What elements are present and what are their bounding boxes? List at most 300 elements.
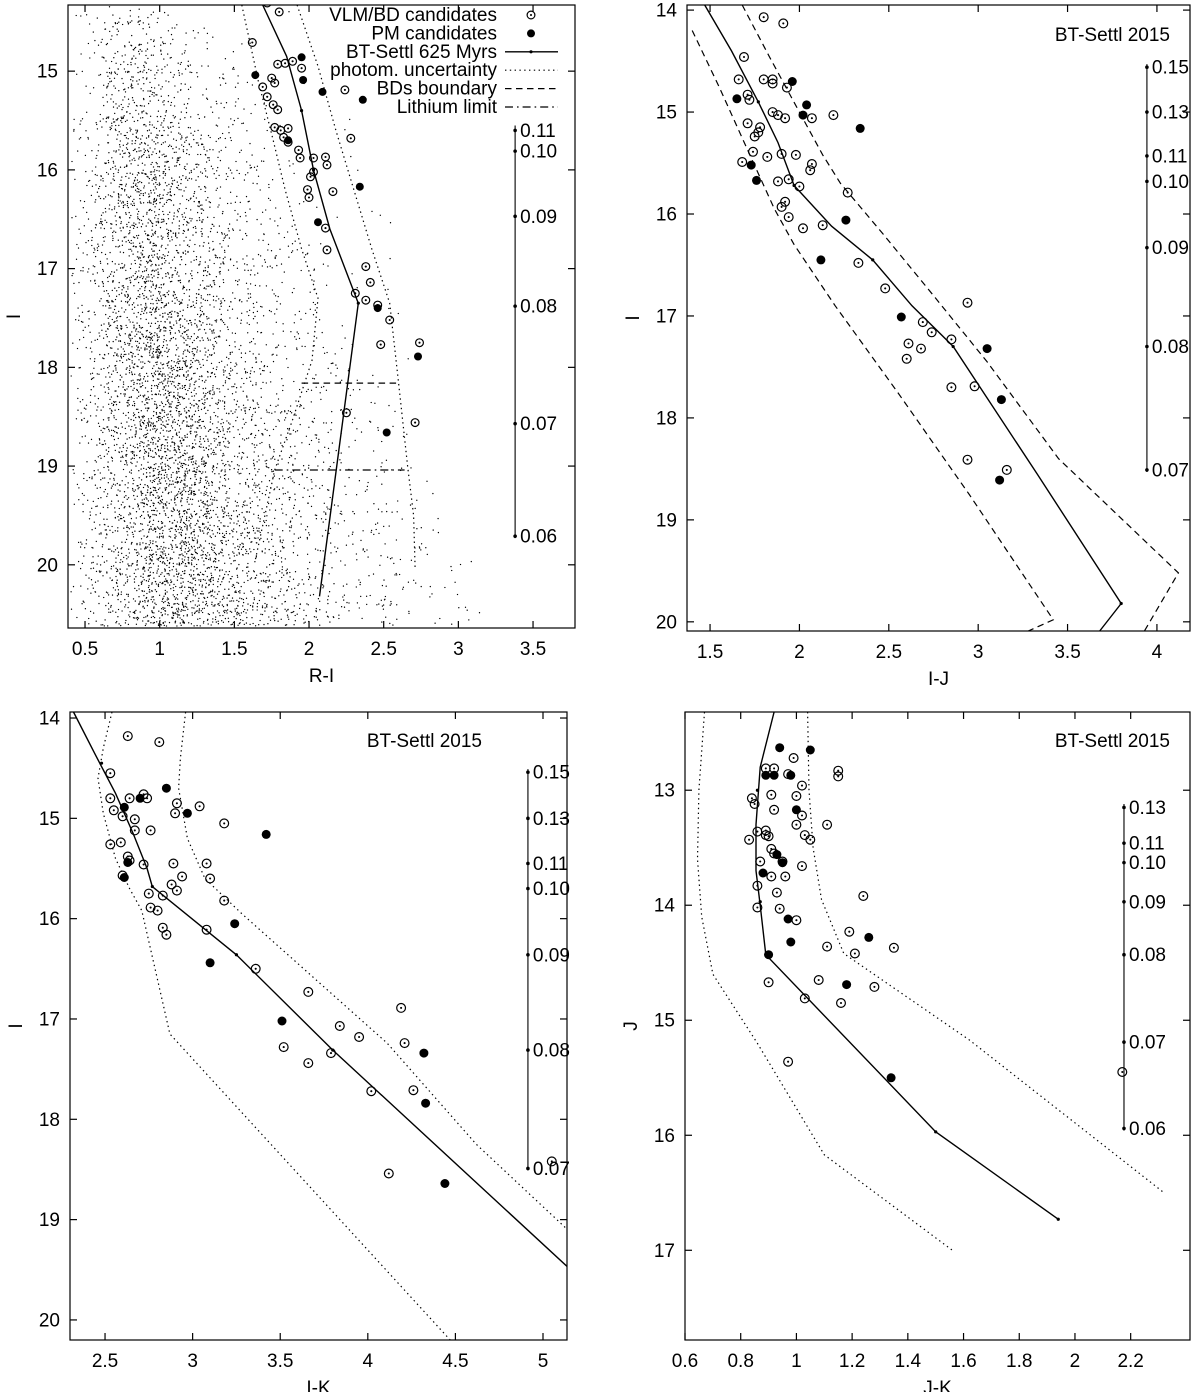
vlm-bd-candidate-dot: [283, 136, 285, 138]
isochrone-grid-dot: [235, 953, 238, 956]
panel-title: BT-Settl 2015: [1054, 25, 1170, 46]
vlm-bd-candidate-dot: [181, 875, 183, 877]
pm-candidate-point: [983, 344, 992, 353]
pm-candidate-point: [136, 794, 145, 803]
mass-scale-tick: [1145, 468, 1149, 472]
vlm-bd-candidate-dot: [129, 797, 131, 799]
vlm-bd-candidate-dot: [837, 775, 839, 777]
mass-scale-tick: [526, 887, 530, 891]
y-tick-label: 19: [38, 1210, 60, 1232]
vlm-bd-candidate-dot: [795, 824, 797, 826]
pm-candidate-point: [864, 933, 873, 942]
y-axis-label: I: [623, 315, 644, 321]
vlm-bd-candidate-dot: [162, 927, 164, 929]
vlm-bd-candidate-dot: [906, 358, 908, 360]
mass-scale-tick: [526, 1167, 530, 1171]
solid-line-dot-icon: [529, 50, 532, 53]
vlm-bd-candidate-dot: [950, 386, 952, 388]
filled-circle-icon: [527, 29, 535, 37]
mass-scale-tick: [526, 770, 530, 774]
mass-scale-tick: [513, 304, 517, 308]
pm-candidate-point: [887, 1073, 896, 1082]
legend-label: VLM/BD candidates: [329, 5, 497, 26]
mass-scale-tick: [513, 129, 517, 133]
pm-candidate-point: [383, 429, 391, 437]
vlm-bd-candidate-dot: [255, 968, 257, 970]
vlm-bd-candidate-dot: [199, 805, 201, 807]
vlm-bd-candidate-dot: [266, 2, 268, 4]
boundary-right-line: [742, 5, 1178, 631]
mass-scale-label: 0.08: [532, 1040, 570, 1062]
pm-candidate-point: [419, 1049, 428, 1058]
vlm-bd-candidates: [734, 13, 1011, 475]
mass-scale-tick: [1122, 841, 1126, 845]
vlm-bd-candidate-dot: [127, 735, 129, 737]
legend-label: BDs boundary: [376, 78, 497, 100]
vlm-bd-candidate-dot: [788, 216, 790, 218]
isochrone-grid-dot: [757, 100, 760, 103]
mass-scale-tick: [1122, 1127, 1126, 1131]
vlm-bd-candidate-dot: [148, 893, 150, 895]
vlm-bd-candidate-dot: [150, 907, 152, 909]
mass-scale-label: 0.13: [1151, 102, 1189, 124]
x-tick-label: 3: [972, 642, 984, 663]
vlm-bd-candidate-dot: [804, 834, 806, 836]
pm-candidate-point: [230, 919, 239, 928]
x-tick-label: 1: [154, 639, 165, 660]
mass-scale-label: 0.08: [1151, 337, 1189, 359]
mass-scale-tick: [1122, 861, 1126, 865]
mass-scale-tick: [1145, 154, 1149, 158]
vlm-bd-candidate-dot: [120, 841, 122, 843]
vlm-bd-candidate-dot: [772, 82, 774, 84]
vlm-bd-candidate-dot: [109, 797, 111, 799]
x-axis-label: R-I: [308, 666, 335, 687]
vlm-bd-candidate-dot: [277, 109, 279, 111]
vlm-bd-candidate-dot: [818, 979, 820, 981]
pm-candidate-point: [251, 71, 259, 79]
vlm-bd-candidate-dot: [795, 154, 797, 156]
vlm-bd-candidate-dot: [365, 266, 367, 268]
vlm-bd-candidate-dot: [150, 829, 152, 831]
pm-candidate-point: [374, 304, 382, 312]
mass-scale-tick: [1145, 246, 1149, 250]
isochrone-grid-dot: [357, 302, 360, 305]
x-tick-label: 0.5: [71, 639, 99, 660]
vlm-bd-candidate-dot: [143, 863, 145, 865]
panel-title: BT-Settl 2015: [366, 731, 482, 752]
mass-scale-label: 0.09: [532, 945, 570, 967]
vlm-bd-candidate-dot: [122, 815, 124, 817]
pm-candidate-point: [298, 53, 306, 61]
vlm-bd-candidate-dot: [950, 338, 952, 340]
pm-candidate-point: [792, 805, 801, 814]
mass-scale-label: 0.06: [520, 526, 558, 548]
vlm-bd-candidate-dot: [400, 1007, 402, 1009]
pm-candidate-point: [995, 476, 1004, 485]
panel-i-vs-ij: [623, 1, 1190, 690]
y-tick-label: 18: [36, 357, 58, 379]
uncertainty-left-line: [698, 712, 953, 1250]
plot-area: [698, 712, 1165, 1250]
mass-scale-label: 0.15: [532, 762, 570, 784]
mass-scale-tick: [1145, 65, 1149, 69]
vlm-bd-candidate-dot: [756, 831, 758, 833]
vlm-bd-candidate-dot: [966, 459, 968, 461]
pm-candidate-point: [799, 111, 808, 120]
vlm-bd-candidate-dot: [862, 895, 864, 897]
vlm-bd-candidate-dot: [884, 287, 886, 289]
y-tick-label: 15: [653, 1010, 675, 1032]
vlm-bd-candidates: [106, 732, 556, 1178]
vlm-bd-candidate-dot: [786, 87, 788, 89]
plot-frame: [685, 712, 1190, 1340]
mass-scale-tick: [513, 422, 517, 426]
y-tick-label: 14: [655, 0, 677, 22]
vlm-bd-candidate-dot: [324, 227, 326, 229]
vlm-bd-candidate-dot: [134, 829, 136, 831]
vlm-bd-candidate-dot: [330, 1052, 332, 1054]
vlm-bd-candidate-dot: [763, 78, 765, 80]
x-tick-label: 1.2: [838, 1351, 866, 1372]
mass-scale-tick: [526, 1048, 530, 1052]
x-tick-label: 4: [362, 1351, 374, 1372]
vlm-bd-candidate-dot: [113, 809, 115, 811]
pm-candidates: [120, 784, 450, 1188]
mass-scale-label: 0.11: [1128, 833, 1165, 855]
vlm-bd-candidate-dot: [309, 176, 311, 178]
x-tick-label: 2.5: [370, 639, 397, 660]
x-tick-label: 0.8: [727, 1351, 754, 1372]
x-tick-label: 3: [453, 639, 464, 660]
isochrone-grid-dot: [1120, 602, 1123, 605]
vlm-bd-candidate-dot: [301, 67, 303, 69]
vlm-bd-candidate-dot: [756, 906, 758, 908]
vlm-bd-candidate-dot: [172, 862, 174, 864]
x-tick-label: 2: [794, 642, 805, 663]
y-tick-label: 14: [653, 895, 675, 917]
vlm-bd-candidate-dot: [743, 56, 745, 58]
pm-candidate-point: [788, 77, 797, 86]
vlm-bd-candidate-dot: [404, 1042, 406, 1044]
isochrone-grid-dot: [952, 345, 955, 348]
vlm-bd-candidate-dot: [802, 227, 804, 229]
vlm-bd-candidate-dot: [306, 189, 308, 191]
vlm-bd-candidate-dot: [770, 794, 772, 796]
mass-scale-tick: [1145, 180, 1149, 184]
pm-candidate-point: [732, 94, 741, 103]
mass-scale-label: 0.10: [532, 879, 570, 901]
vlm-bd-candidate-dot: [109, 843, 111, 845]
isochrone-grid-dot: [934, 1130, 937, 1133]
vlm-bd-candidate-dot: [798, 185, 800, 187]
panel-i-vs-ik: [6, 709, 570, 1392]
pm-candidate-point: [440, 1179, 449, 1188]
mass-scale-label: 0.06: [1128, 1118, 1166, 1140]
vlm-bd-candidate-dot: [162, 895, 164, 897]
x-tick-label: 5: [537, 1351, 549, 1372]
pm-candidate-point: [786, 938, 795, 947]
pm-candidate-point: [761, 771, 770, 780]
pm-candidate-point: [764, 950, 773, 959]
bt-settl-isochrone-line: [705, 5, 1121, 631]
vlm-bd-candidate-dot: [809, 169, 811, 171]
vlm-bd-candidate-dot: [272, 104, 274, 106]
mass-scale-tick: [1122, 806, 1126, 810]
mass-scale-tick: [513, 534, 517, 538]
x-tick-label: 4.5: [442, 1351, 469, 1372]
vlm-bd-candidate-dot: [274, 126, 276, 128]
vlm-bd-candidate-dot: [768, 981, 770, 983]
x-tick-label: 1.4: [894, 1351, 922, 1372]
vlm-bd-candidate-dot: [759, 860, 761, 862]
mass-scale-tick: [526, 817, 530, 821]
mass-scale-label: 0.11: [532, 853, 569, 875]
pm-candidate-point: [842, 980, 851, 989]
vlm-bd-candidate-dot: [274, 82, 276, 84]
x-tick-label: 2.5: [91, 1351, 119, 1372]
vlm-bd-candidate-dot: [854, 952, 856, 954]
mass-scale-tick: [1122, 953, 1126, 957]
y-tick-label: 20: [36, 555, 58, 577]
y-tick-label: 15: [38, 808, 60, 830]
vlm-bd-candidate-dot: [358, 1036, 360, 1038]
vlm-bd-candidate-dot: [751, 797, 753, 799]
mass-scale-tick: [1122, 1040, 1126, 1044]
x-tick-label: 4: [1151, 642, 1163, 663]
vlm-bd-candidate-dot: [365, 299, 367, 301]
vlm-bd-candidate-dot: [418, 342, 420, 344]
vlm-bd-candidate-dot: [782, 22, 784, 24]
x-axis-label: J-K: [923, 1378, 952, 1392]
pm-candidate-point: [784, 915, 793, 924]
vlm-bd-candidate-dot: [287, 127, 289, 129]
vlm-bd-candidate-point: [263, 0, 271, 7]
vlm-bd-candidate-dot: [907, 342, 909, 344]
pm-candidate-point: [778, 858, 787, 867]
pm-candidate-point: [786, 771, 795, 780]
vlm-bd-candidate-dot: [251, 41, 253, 43]
bt-settl-isochrone-line: [756, 712, 1058, 1219]
pm-candidate-point: [775, 743, 784, 752]
axes: [654, 712, 1190, 1372]
vlm-bd-candidate-dot: [412, 1089, 414, 1091]
vlm-bd-candidate-dot: [171, 883, 173, 885]
pm-candidate-point: [299, 76, 307, 84]
vlm-bd-candidate-dot: [922, 321, 924, 323]
mass-scale-label: 0.10: [1128, 853, 1166, 875]
mass-scale-label: 0.11: [520, 120, 556, 142]
vlm-bd-candidate-dot: [206, 862, 208, 864]
mass-scale-tick: [526, 953, 530, 957]
mass-scale-label: 0.13: [532, 808, 570, 830]
vlm-bd-candidate-dot: [174, 812, 176, 814]
pm-candidate-point: [314, 218, 322, 226]
mass-scale-label: 0.09: [1151, 238, 1189, 260]
y-axis-label: I: [4, 313, 25, 320]
x-tick-label: 1.8: [1006, 1351, 1033, 1372]
x-tick-label: 2: [1069, 1351, 1081, 1372]
vlm-bd-candidate-dot: [893, 947, 895, 949]
y-tick-label: 15: [36, 61, 58, 83]
vlm-bd-candidate-dot: [312, 157, 314, 159]
pm-candidate-point: [816, 255, 825, 264]
pm-candidate-point: [752, 176, 761, 185]
y-tick-label: 16: [38, 909, 60, 931]
vlm-bd-candidate-dot: [857, 262, 859, 264]
open-circle-dot-icon: [530, 14, 532, 16]
mass-scale-label: 0.13: [1128, 797, 1166, 819]
vlm-bd-candidate-dot: [223, 822, 225, 824]
vlm-bd-candidate-dot: [784, 117, 786, 119]
uncertainty-right-line: [808, 712, 1165, 1193]
y-tick-label: 16: [655, 204, 677, 226]
vlm-bd-candidate-dot: [832, 114, 834, 116]
isochrone-grid-dot: [756, 789, 759, 792]
vlm-bd-candidate-dot: [370, 1090, 372, 1092]
vlm-bd-candidate-dot: [326, 164, 328, 166]
x-axis-label: I-J: [927, 669, 950, 690]
mass-scale-label: 0.07: [1151, 460, 1189, 482]
vlm-bd-candidate-dot: [822, 224, 824, 226]
pm-candidates: [732, 77, 1006, 485]
vlm-bd-candidate-dot: [787, 1061, 789, 1063]
pm-candidate-point: [841, 216, 850, 225]
panel-j-vs-jk: [621, 712, 1190, 1392]
vlm-bd-candidate-dot: [847, 192, 849, 194]
vlm-bd-candidate-dot: [350, 137, 352, 139]
vlm-bd-candidate-dot: [748, 839, 750, 841]
vlm-bd-candidate-dot: [299, 157, 301, 159]
vlm-bd-candidate-dot: [840, 1002, 842, 1004]
vlm-bd-candidate-dot: [763, 16, 765, 18]
vlm-bd-candidate-dot: [388, 1172, 390, 1174]
plot-area: [74, 712, 568, 1340]
legend-label: Lithium limit: [396, 97, 497, 118]
x-axis-label: I-K: [306, 1378, 331, 1392]
vlm-bd-candidate-dot: [298, 149, 300, 151]
vlm-bd-candidate-dot: [931, 331, 933, 333]
mass-scale-label: 0.10: [1151, 171, 1189, 193]
vlm-bd-candidate-dot: [223, 900, 225, 902]
pm-candidate-point: [747, 161, 756, 170]
vlm-bd-candidate-dot: [809, 839, 811, 841]
mass-scale-label: 0.10: [520, 141, 558, 163]
y-tick-label: 20: [655, 612, 677, 634]
y-tick-label: 18: [655, 408, 677, 430]
y-axis-label: I: [6, 1023, 27, 1029]
pm-candidate-point: [356, 183, 364, 191]
mass-scale-label: 0.07: [1128, 1032, 1166, 1054]
vlm-bd-candidate-dot: [781, 206, 783, 208]
vlm-bd-candidate-dot: [1006, 469, 1008, 471]
vlm-bd-candidate-dot: [795, 919, 797, 921]
vlm-bd-candidate-dot: [826, 824, 828, 826]
x-tick-label: 1: [791, 1351, 802, 1372]
mass-scale-label: 0.09: [1128, 892, 1166, 914]
x-tick-label: 0.6: [671, 1351, 699, 1372]
boundary-left-line: [692, 31, 1053, 632]
vlm-bd-candidate-dot: [811, 117, 813, 119]
pm-candidate-point: [120, 873, 129, 882]
mass-scale-tick: [513, 149, 517, 153]
y-tick-label: 17: [36, 259, 58, 281]
vlm-bd-candidate-dot: [344, 89, 346, 91]
x-tick-label: 3: [187, 1351, 198, 1372]
vlm-bd-candidate-dot: [756, 885, 758, 887]
pm-candidate-point: [759, 869, 768, 878]
pm-candidate-point: [319, 88, 327, 96]
y-axis-label: J: [621, 1021, 642, 1031]
vlm-bd-candidate-dot: [280, 129, 282, 131]
y-tick-label: 17: [653, 1240, 675, 1262]
vlm-bd-candidate-dot: [741, 161, 743, 163]
vlm-bd-candidate-dot: [332, 191, 334, 193]
y-tick-label: 19: [655, 510, 677, 532]
y-tick-label: 18: [38, 1109, 60, 1131]
mass-scale: [526, 763, 570, 1180]
vlm-bd-candidate-dot: [134, 818, 136, 820]
mass-scale-tick: [1145, 345, 1149, 349]
vlm-bd-candidate-dot: [262, 86, 264, 88]
pm-candidate-point: [162, 784, 171, 793]
pm-candidate-point: [997, 395, 1006, 404]
plot-frame: [687, 5, 1190, 631]
vlm-bd-candidate-dot: [176, 802, 178, 804]
vlm-bd-candidate-dot: [339, 1025, 341, 1027]
mass-scale-label: 0.07: [532, 1158, 570, 1180]
x-tick-label: 1.5: [696, 642, 724, 663]
vlm-bd-candidate-dot: [804, 997, 806, 999]
mass-scale: [1122, 798, 1166, 1140]
vlm-bd-candidate-dot: [848, 931, 850, 933]
vlm-bd-candidate-dot: [176, 890, 178, 892]
mass-scale-tick: [513, 214, 517, 218]
vlm-bd-candidate-dot: [754, 803, 756, 805]
legend-label: PM candidates: [371, 23, 497, 45]
pm-candidate-point: [278, 1017, 287, 1026]
y-tick-label: 16: [653, 1125, 675, 1147]
vlm-bd-candidate-dot: [283, 1046, 285, 1048]
mass-scale-label: 0.11: [1151, 146, 1188, 168]
vlm-bd-candidate-dot: [738, 78, 740, 80]
vlm-bd-candidate-dot: [1121, 1071, 1123, 1073]
pm-candidate-point: [770, 771, 779, 780]
x-tick-label: 1.5: [221, 639, 248, 660]
mass-scale-tick: [526, 862, 530, 866]
vlm-bd-candidate-dot: [873, 986, 875, 988]
x-tick-label: 3.5: [1054, 642, 1081, 663]
vlm-bd-candidate-dot: [776, 892, 778, 894]
pm-candidate-point: [284, 136, 292, 144]
pm-candidate-point: [414, 353, 422, 361]
vlm-bd-candidate-dot: [801, 785, 803, 787]
vlm-bd-candidate-dot: [354, 292, 356, 294]
pm-candidate-point: [806, 746, 815, 755]
uncertainty-right-line: [179, 712, 568, 1230]
y-tick-label: 14: [38, 708, 60, 730]
vlm-bd-candidate-dot: [747, 122, 749, 124]
vlm-bd-candidate-dot: [801, 865, 803, 867]
vlm-bd-candidate-dot: [773, 767, 775, 769]
pm-candidate-point: [856, 124, 865, 133]
mass-scale-label: 0.08: [520, 296, 558, 318]
mass-scale-label: 0.08: [1128, 945, 1166, 967]
vlm-bd-candidate-dot: [380, 344, 382, 346]
x-tick-label: 3.5: [267, 1351, 294, 1372]
pm-candidate-point: [897, 313, 906, 322]
x-tick-label: 2.5: [875, 642, 903, 663]
